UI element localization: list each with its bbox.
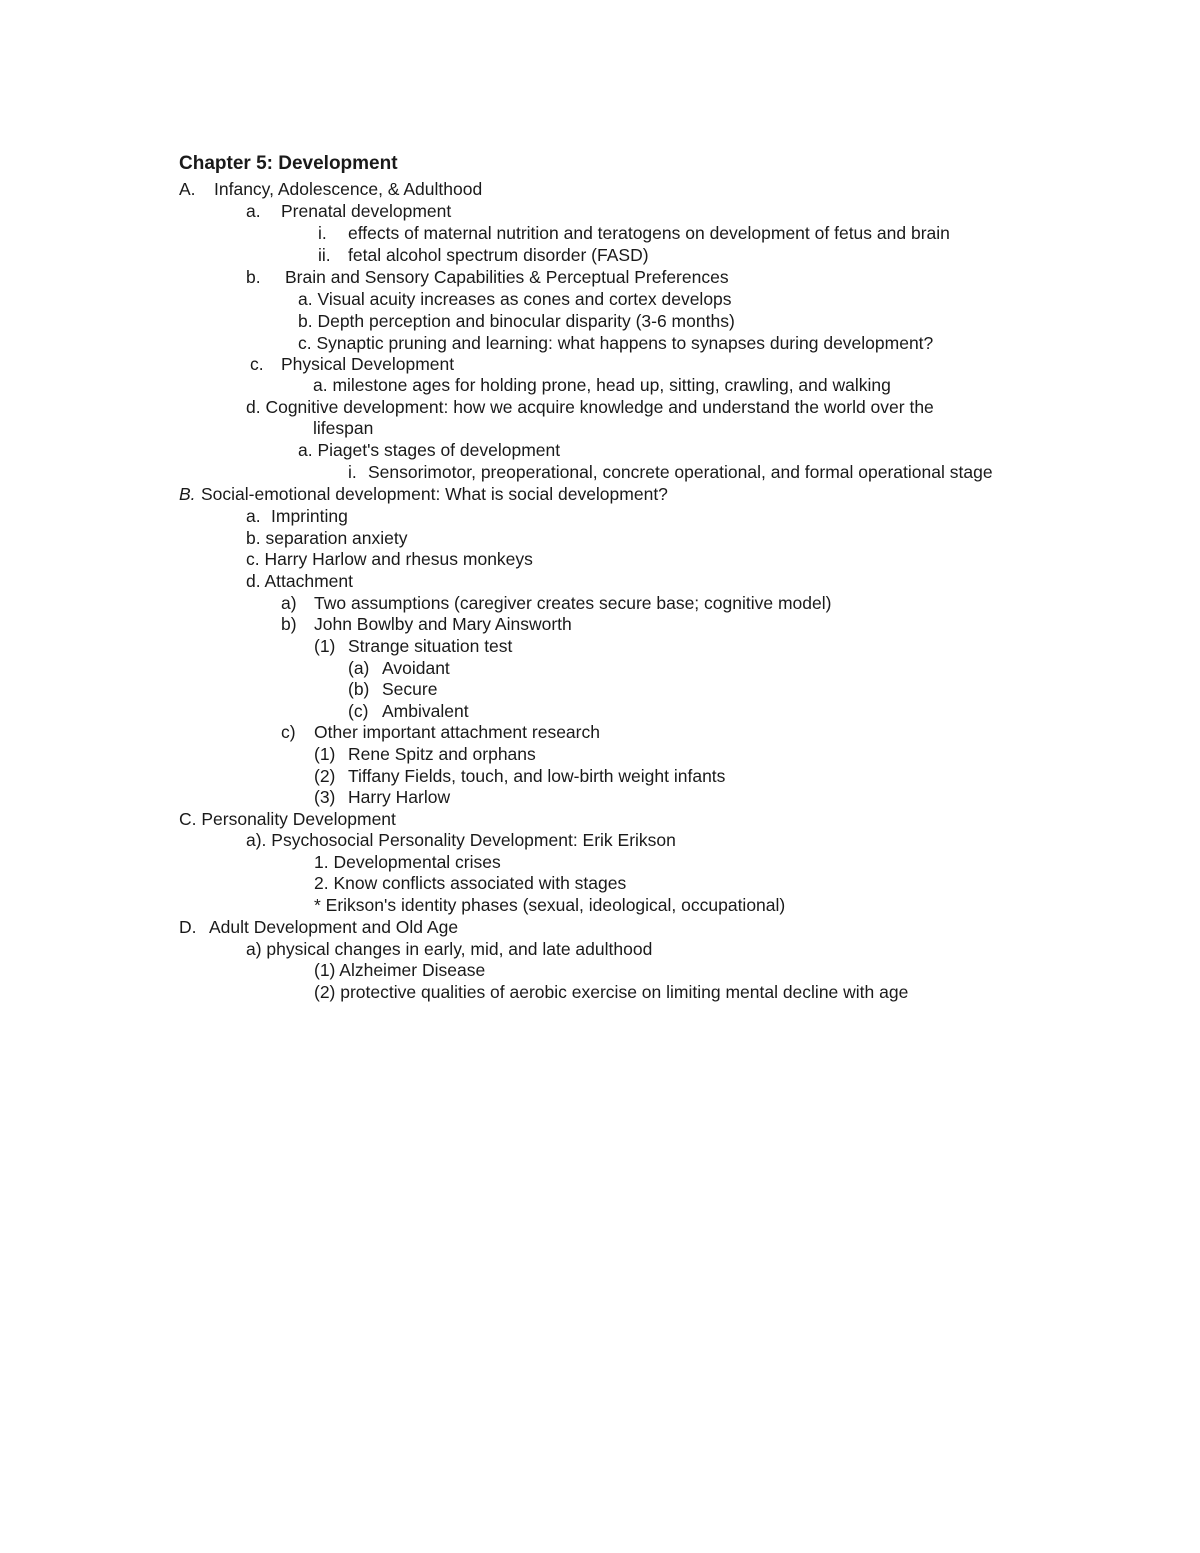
outline-text: b. separation anxiety xyxy=(246,528,408,548)
outline-item xyxy=(314,959,485,981)
outline-marker: (c) xyxy=(348,701,369,721)
outline-item xyxy=(313,374,891,396)
outline-text: Social-emotional development: What is social development? xyxy=(201,484,668,504)
outline-item xyxy=(246,548,533,570)
outline-marker: i. xyxy=(318,223,327,243)
outline-item xyxy=(348,657,450,679)
outline-text: Ambivalent xyxy=(382,701,469,721)
outline-item xyxy=(314,872,626,894)
outline-text: lifespan xyxy=(313,418,374,438)
outline-text: b. Depth perception and binocular disparity (3-6 months) xyxy=(298,311,735,331)
outline-item xyxy=(246,396,934,418)
outline-marker: (b) xyxy=(348,679,370,699)
outline-item xyxy=(314,851,501,873)
outline-item xyxy=(179,483,668,505)
outline-text: Tiffany Fields, touch, and low-birth weight infants xyxy=(348,766,726,786)
outline-text: Rene Spitz and orphans xyxy=(348,744,536,764)
outline-text: a. Piaget's stages of development xyxy=(298,440,561,460)
outline-item xyxy=(179,916,459,938)
outline-text: John Bowlby and Mary Ainsworth xyxy=(314,614,572,634)
outline-item xyxy=(250,353,455,375)
outline-marker: c. xyxy=(250,354,264,374)
outline-marker: A. xyxy=(179,179,196,199)
outline-text: a) physical changes in early, mid, and late adulthood xyxy=(246,939,653,959)
outline-text: a. Visual acuity increases as cones and cortex develops xyxy=(298,289,732,309)
outline-item xyxy=(348,461,993,483)
outline-marker: a. xyxy=(246,506,261,526)
outline-marker: (3) xyxy=(314,787,336,807)
outline-text: 1. Developmental crises xyxy=(314,852,501,872)
outline-marker: (2) xyxy=(314,766,336,786)
outline-item xyxy=(246,505,348,527)
outline-text: Prenatal development xyxy=(281,201,452,221)
outline-marker: c) xyxy=(281,722,296,742)
outline-marker: (1) xyxy=(314,744,336,764)
outline-text: C. Personality Development xyxy=(179,809,396,829)
outline-text: Secure xyxy=(382,679,438,699)
outline-text: Imprinting xyxy=(271,506,348,526)
outline-item xyxy=(314,894,785,916)
outline-item xyxy=(314,743,536,765)
outline-text: Physical Development xyxy=(281,354,455,374)
outline-text: a). Psychosocial Personality Development: Erik Erikson xyxy=(246,830,676,850)
outline-marker: ii. xyxy=(318,245,331,265)
outline-item xyxy=(246,200,452,222)
outline-item xyxy=(298,332,933,354)
outline-item xyxy=(179,178,483,200)
outline-text: (2) protective qualities of aerobic exercise on limiting mental decline with age xyxy=(314,982,909,1002)
outline-text: 2. Know conflicts associated with stages xyxy=(314,873,627,893)
outline-text: Infancy, Adolescence, & Adulthood xyxy=(214,179,483,199)
outline-item xyxy=(348,678,438,700)
outline-item xyxy=(314,765,726,787)
chapter-title: Chapter 5: Development xyxy=(179,153,398,174)
outline-item xyxy=(246,266,729,288)
outline-item xyxy=(298,310,735,332)
outline-item xyxy=(246,570,353,592)
outline-text: Harry Harlow xyxy=(348,787,451,807)
outline-item xyxy=(314,786,451,808)
outline-text: Adult Development and Old Age xyxy=(209,917,459,937)
outline-item xyxy=(281,592,832,614)
outline-marker: D. xyxy=(179,917,197,937)
outline-marker: b) xyxy=(281,614,297,634)
outline-marker: a) xyxy=(281,593,297,613)
outline-text: c. Harry Harlow and rhesus monkeys xyxy=(246,549,533,569)
outline-text: * Erikson's identity phases (sexual, ideological, occupational) xyxy=(314,895,786,915)
outline-item xyxy=(246,829,676,851)
outline-item xyxy=(281,613,572,635)
outline-item xyxy=(314,981,908,1003)
outline-marker: a. xyxy=(246,201,261,221)
outline-marker: B. xyxy=(179,484,196,504)
outline-text: Avoidant xyxy=(382,658,450,678)
outline-text: fetal alcohol spectrum disorder (FASD) xyxy=(348,245,649,265)
outline-text: (1) Alzheimer Disease xyxy=(314,960,486,980)
outline-item xyxy=(246,938,652,960)
outline-text: Sensorimotor, preoperational, concrete operational, and formal operational stage xyxy=(368,462,993,482)
outline-item xyxy=(298,288,732,310)
outline-marker: i. xyxy=(348,462,357,482)
outline-item xyxy=(314,635,513,657)
outline-item xyxy=(246,527,408,549)
outline-marker: b. xyxy=(246,267,261,287)
outline-text: d. Attachment xyxy=(246,571,354,591)
outline-item xyxy=(318,244,649,266)
outline-text: Brain and Sensory Capabilities & Perceptual Preferences xyxy=(285,267,729,287)
outline-item xyxy=(348,700,469,722)
outline-text: a. milestone ages for holding prone, head up, sitting, crawling, and walking xyxy=(313,375,891,395)
outline-item xyxy=(313,417,373,439)
outline-text: Other important attachment research xyxy=(314,722,600,742)
outline-marker: (1) xyxy=(314,636,336,656)
outline-marker: (a) xyxy=(348,658,370,678)
outline-item xyxy=(318,222,950,244)
outline-text: effects of maternal nutrition and teratogens on development of fetus and brain xyxy=(348,223,950,243)
outline-text: d. Cognitive development: how we acquire knowledge and understand the world over the xyxy=(246,397,934,417)
outline-text: Strange situation test xyxy=(348,636,513,656)
outline-item xyxy=(298,439,560,461)
outline-text: c. Synaptic pruning and learning: what happens to synapses during development? xyxy=(298,333,934,353)
outline-text: Two assumptions (caregiver creates secure base; cognitive model) xyxy=(314,593,832,613)
outline-item xyxy=(179,808,396,830)
outline-item xyxy=(281,721,600,743)
